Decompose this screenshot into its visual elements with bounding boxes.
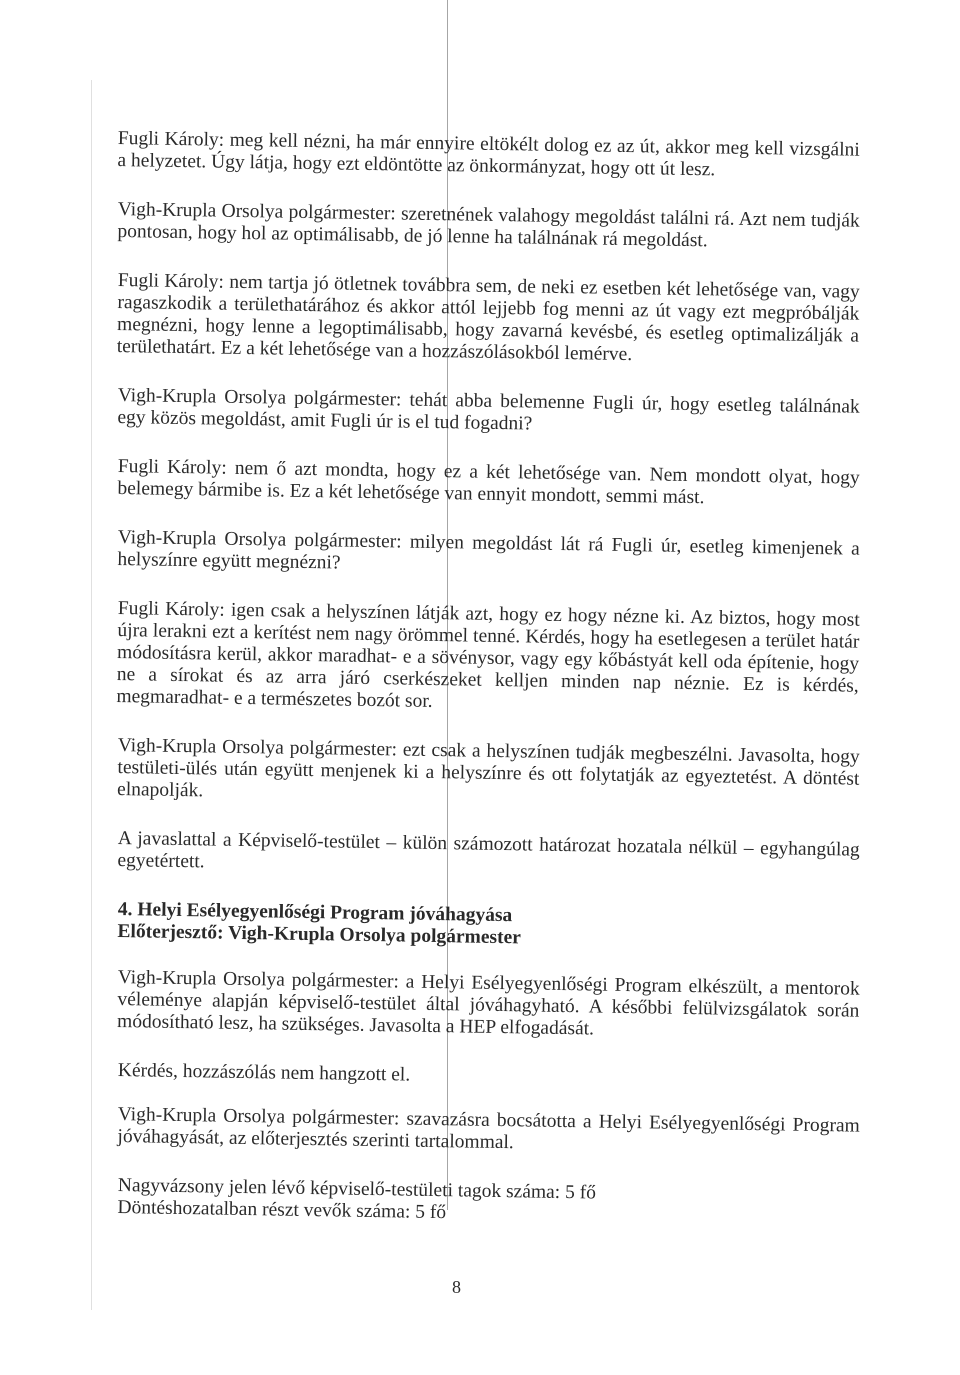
paragraph-9: A javaslattal a Képviselő-testület – külön számozott határozat hozatala nélkül – egyhangúlag egyetértett. [117, 828, 860, 873]
paragraph-3: Fugli Károly: nem tartja jó ötletnek továbbra sem, de neki ez esetben két lehetősége van, vagy ragaszkodik a területhatárához és akkor attól lejjebb fog menni az út vagy ezt megpróbálják megnézni, hogy lenne a legoptimálisabb, hogy zavarná kevésbé, és esetleg optimalizálják a területhatárt. Ez a két lehetősége van a hozzászólásokból lemérve. [116, 270, 860, 366]
section-paragraph-3: Vigh-Krupla Orsolya polgármester: szavazásra bocsátotta a Helyi Esélyegyenlőségi Program jóváhagyását, az előterjesztés szerinti tartalommal. [117, 1104, 860, 1154]
paragraph-7: Fugli Károly: igen csak a helyszínen látják azt, hogy ez hogy nézne ki. Az biztos, hogy most újra lerakni ezt a kerítést nem nagy örömmel tenné. Kérdés, hogy ha esetlegesen a terület határ módosításra kerül, akkor maradhat- e a sövénysor, vagy egy kőbástyát kell oda építenie, hogy ne a sírokat és az arra járó cserkészeket kelljen minden nap néznie. Ez is kérdés, megmaradhat- e a természetes bozót sor. [116, 598, 860, 712]
paragraph-4: Vigh-Krupla Orsolya polgármester: tehát abba belemenne Fugli úr, hogy esetleg találnának egy közös megoldást, amit Fugli úr is el tud fogadni? [117, 385, 860, 435]
paragraph-2: Vigh-Krupla Orsolya polgármester: szeretnének valahogy megoldást találni rá. Azt nem tudják pontosan, hogy hol az optimálisabb, de jó lenne ha találnának rá megoldást. [117, 199, 860, 252]
section-presenter: Előterjesztő: Vigh-Krupla Orsolya polgármester [117, 920, 522, 949]
page-number: 8 [452, 1277, 461, 1297]
vote-block [117, 1175, 860, 1231]
paragraph-5: Fugli Károly: nem ő azt mondta, hogy ez a két lehetősége van. Nem mondott olyat, hogy belemegy bármibe is. Ez a két lehetősége van ennyit mondott, semmi mást. [117, 456, 860, 509]
vote-participating: Döntéshozatalban részt vevők száma: 5 fő [117, 1196, 447, 1224]
paragraph-8: Vigh-Krupla Orsolya polgármester: ezt csak a helyszínen tudják megbeszélni. Javasolta, hogy testületi-ülés után együtt menjenek ki a helyszínre és ott folytatják az egyeztetést. A döntést elnapolják. [116, 735, 860, 802]
vote-present: Nagyvázsony jelen lévő képviselő-testületi tagok száma: 5 fő [117, 1175, 597, 1204]
section-heading [117, 899, 860, 955]
paragraph-1: Fugli Károly: meg kell nézni, ha már ennyire eltökélt dolog ez az út, akkor meg kell vizsgálni a helyzetet. Úgy látja, hogy ezt eldöntötte az önkormányzat, hogy ott út lesz. [117, 128, 860, 181]
section-paragraph-2: Kérdés, hozzászólás nem hangzott el. [117, 1060, 411, 1086]
section-title: 4. Helyi Esélyegyenlőségi Program jóváhagyása [117, 899, 513, 927]
paragraph-6: Vigh-Krupla Orsolya polgármester: milyen megoldást lát rá Fugli úr, esetleg kimenjenek a helyszínre együtt megnézni? [117, 527, 860, 574]
section-paragraph-1: Vigh-Krupla Orsolya polgármester: a Helyi Esélyegyenlőségi Program elkészült, a mentorok véleménye alapján képviselő-testület által jóváhagyható. A későbbi felülvizsgálatok során módosítható lesz, ha szükséges. Javasolta a HEP elfogadását. [116, 967, 860, 1040]
